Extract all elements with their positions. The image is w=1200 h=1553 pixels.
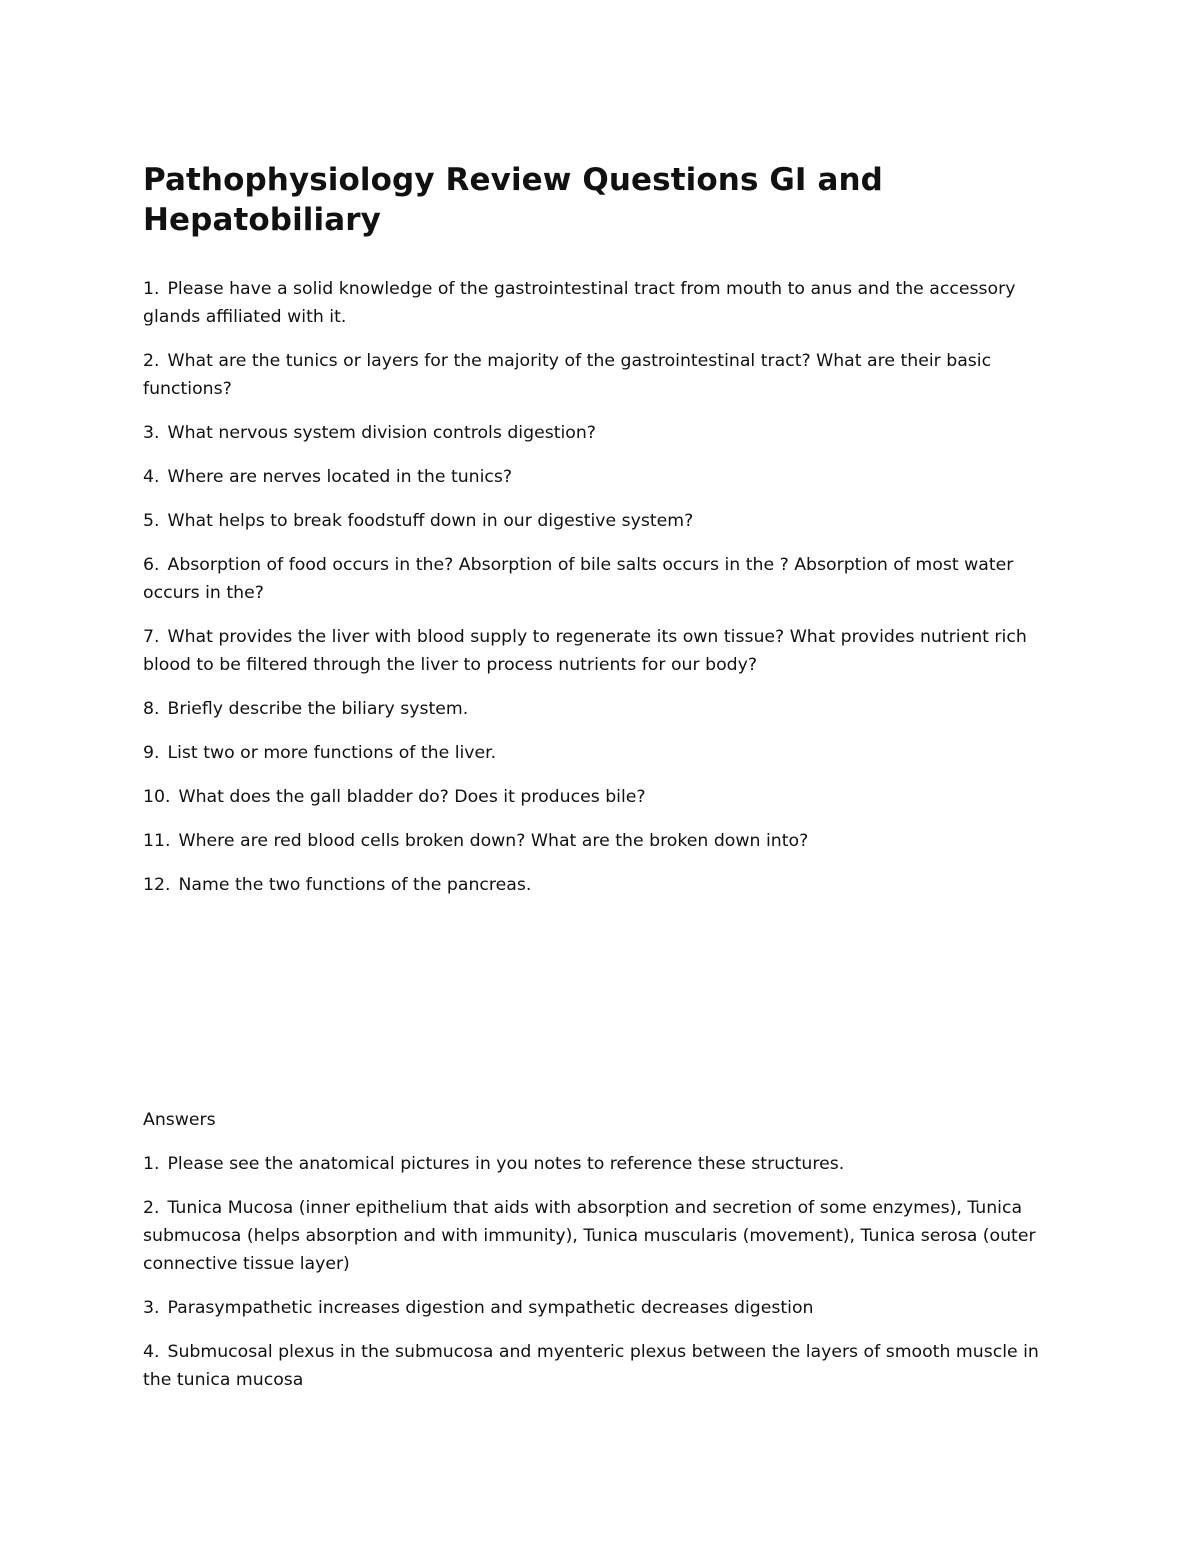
- question-item: [143, 463, 1063, 491]
- document-title: Pathophysiology Review Questions GI and Hepatobiliary: [143, 162, 883, 238]
- question-number: 11.: [143, 831, 171, 851]
- answer-item: [143, 1150, 1063, 1178]
- questions-section: [143, 160, 1063, 915]
- question-item: [143, 871, 1063, 899]
- question-item: [143, 275, 1063, 331]
- question-item: [143, 623, 1063, 679]
- question-number: 7.: [143, 627, 160, 647]
- question-item: [143, 783, 1063, 811]
- question-text: What provides the liver with blood supply to regenerate its own tissue? What provides nutrient rich blood to be filtered through the liver to process nutrients for our body?: [143, 627, 1027, 675]
- answer-text: Parasympathetic increases digestion and sympathetic decreases digestion: [167, 1298, 814, 1318]
- question-item: [143, 695, 1063, 723]
- answer-text: Tunica Mucosa (inner epithelium that aids with absorption and secretion of some enzymes), Tunica submucosa (helps absorption and with immunity), Tunica muscularis (movement), Tunica serosa (outer connective tissue layer): [143, 1198, 1036, 1274]
- question-number: 1.: [143, 279, 160, 299]
- question-number: 9.: [143, 743, 160, 763]
- answer-number: 1.: [143, 1154, 160, 1174]
- question-number: 5.: [143, 511, 160, 531]
- question-item: [143, 827, 1063, 855]
- question-text: What helps to break foodstuff down in our digestive system?: [167, 511, 694, 531]
- question-text: What does the gall bladder do? Does it produces bile?: [178, 787, 646, 807]
- question-text: Please have a solid knowledge of the gastrointestinal tract from mouth to anus and the accessory glands affiliated with it.: [143, 279, 1016, 327]
- answer-item: [143, 1294, 1063, 1322]
- answer-number: 3.: [143, 1298, 160, 1318]
- answer-text: Please see the anatomical pictures in you notes to reference these structures.: [167, 1154, 845, 1174]
- question-number: 4.: [143, 467, 160, 487]
- answer-text: Submucosal plexus in the submucosa and myenteric plexus between the layers of smooth muscle in the tunica mucosa: [143, 1342, 1039, 1390]
- question-number: 6.: [143, 555, 160, 575]
- question-number: 10.: [143, 787, 171, 807]
- question-text: Briefly describe the biliary system.: [167, 699, 469, 719]
- answer-number: 2.: [143, 1198, 160, 1218]
- question-text: List two or more functions of the liver.: [167, 743, 497, 763]
- question-number: 3.: [143, 423, 160, 443]
- questions-list: [143, 275, 1063, 899]
- question-text: What are the tunics or layers for the majority of the gastrointestinal tract? What are their basic functions?: [143, 351, 992, 399]
- question-item: [143, 739, 1063, 767]
- question-text: Absorption of food occurs in the? Absorption of bile salts occurs in the ? Absorption of most water occurs in the?: [143, 555, 1014, 603]
- question-item: [143, 551, 1063, 607]
- question-text: What nervous system division controls digestion?: [167, 423, 596, 443]
- question-item: [143, 507, 1063, 535]
- question-item: [143, 347, 1063, 403]
- question-number: 8.: [143, 699, 160, 719]
- question-text: Name the two functions of the pancreas.: [178, 875, 532, 895]
- answer-number: 4.: [143, 1342, 160, 1362]
- question-item: [143, 419, 1063, 447]
- answers-section: [143, 1106, 1063, 1410]
- answers-heading: Answers: [143, 1110, 216, 1130]
- question-text: Where are red blood cells broken down? What are the broken down into?: [178, 831, 809, 851]
- answer-item: [143, 1194, 1063, 1278]
- question-number: 12.: [143, 875, 171, 895]
- question-text: Where are nerves located in the tunics?: [167, 467, 513, 487]
- question-number: 2.: [143, 351, 160, 371]
- answer-item: [143, 1338, 1063, 1394]
